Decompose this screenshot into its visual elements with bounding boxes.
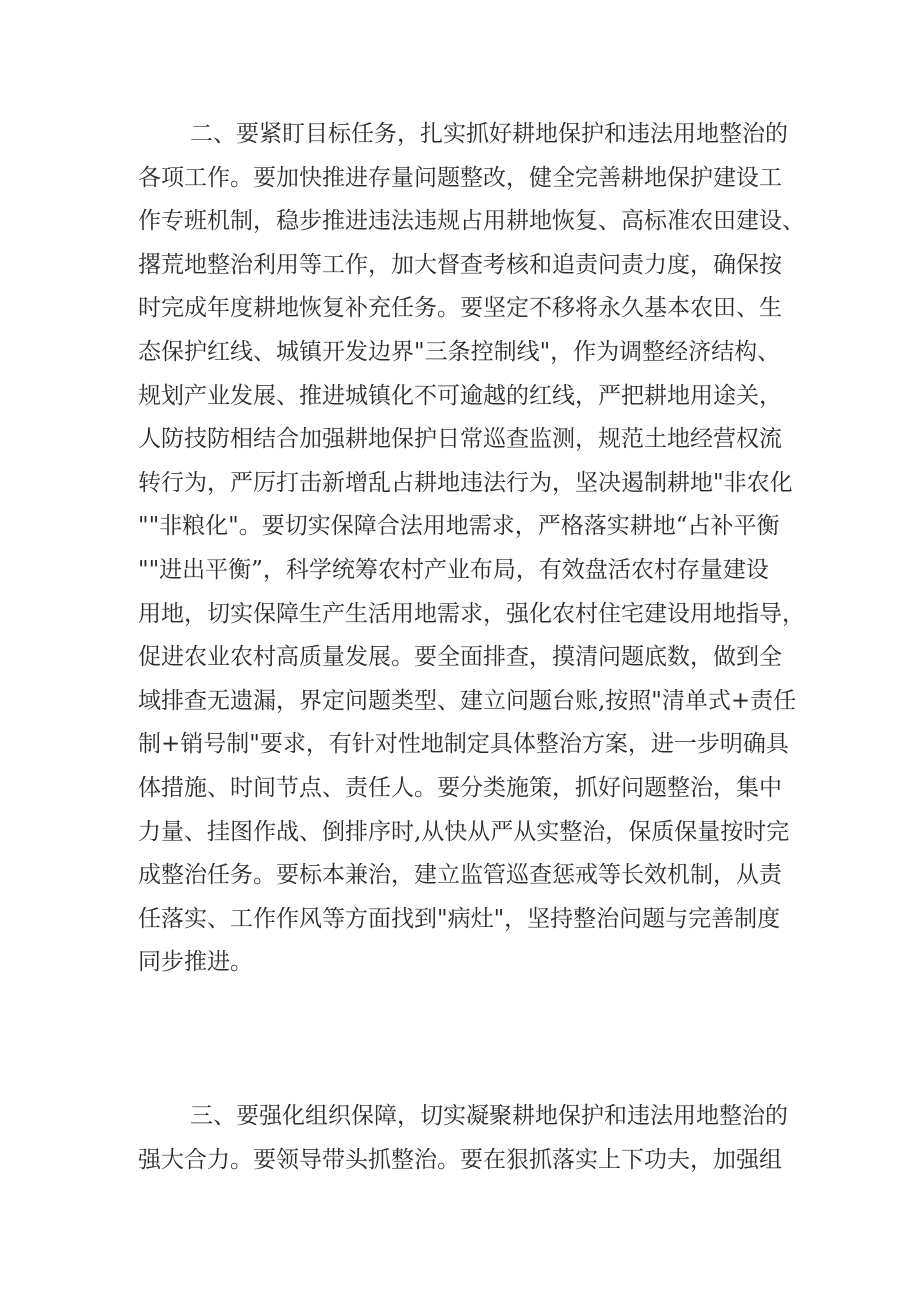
- text-line: 促进农业农村高质量发展。要全面排查，摸清问题底数，做到全: [138, 644, 782, 671]
- text-line: 作专班机制，稳步推进违法违规占用耕地恢复、高标准农田建设、: [138, 208, 805, 235]
- text-line: 制+销号制"要求，有针对性地制定具体整治方案，进一步明确具: [138, 731, 789, 758]
- text-line: 时完成年度耕地恢复补充任务。要坚定不移将永久基本农田、生: [138, 295, 782, 322]
- paragraph-section-three: [138, 1095, 798, 1182]
- text-line: 同步推进。: [138, 949, 253, 976]
- text-line: 三、要强化组织保障，切实凝聚耕地保护和违法用地整治的: [190, 1103, 788, 1129]
- text-line: 成整治任务。要标本兼治，建立监管巡查惩戒等长效机制，从责: [138, 862, 782, 889]
- text-line: 任落实、工作作风等方面找到"病灶"，坚持整治问题与完善制度: [138, 905, 781, 932]
- text-line: 人防技防相结合加强耕地保护日常巡查监测，规范土地经营权流: [138, 426, 782, 453]
- text-line: 用地，切实保障生产生活用地需求，强化农村住宅建设用地指导，: [138, 600, 805, 627]
- paragraph-section-two: [138, 113, 805, 985]
- text-line: 二、要紧盯目标任务，扎实抓好耕地保护和违法用地整治的: [190, 121, 788, 147]
- text-line: ""进出平衡”，科学统筹农村产业布局，有效盘活农村存量建设: [138, 556, 769, 583]
- text-line: 体措施、时间节点、责任人。要分类施策，抓好问题整治，集中: [138, 774, 782, 801]
- text-line: 各项工作。要加快推进存量问题整改，健全完善耕地保护建设工: [138, 164, 782, 191]
- text-line: 规划产业发展、推进城镇化不可逾越的红线，严把耕地用途关，: [138, 382, 782, 409]
- text-line: ""非粮化"。要切实保障合法用地需求，严格落实耕地“占补平衡: [138, 513, 780, 540]
- text-line: 域排查无遗漏，界定问题类型、建立问题台账,按照"清单式+责任: [138, 687, 797, 714]
- text-line: 态保护红线、城镇开发边界"三条控制线"，作为调整经济结构、: [138, 338, 781, 365]
- text-line: 转行为，严厉打击新增乱占耕地违法行为，坚决遏制耕地"非农化: [138, 469, 793, 496]
- text-line: 力量、挂图作战、倒排序时,从快从严从实整治，保质保量按时完: [138, 818, 790, 845]
- text-line: 撂荒地整治利用等工作，加大督查考核和追责问责力度，确保按: [138, 251, 782, 278]
- text-line: 强大合力。要领导带头抓整治。要在狠抓落实上下功夫，加强组: [138, 1146, 782, 1173]
